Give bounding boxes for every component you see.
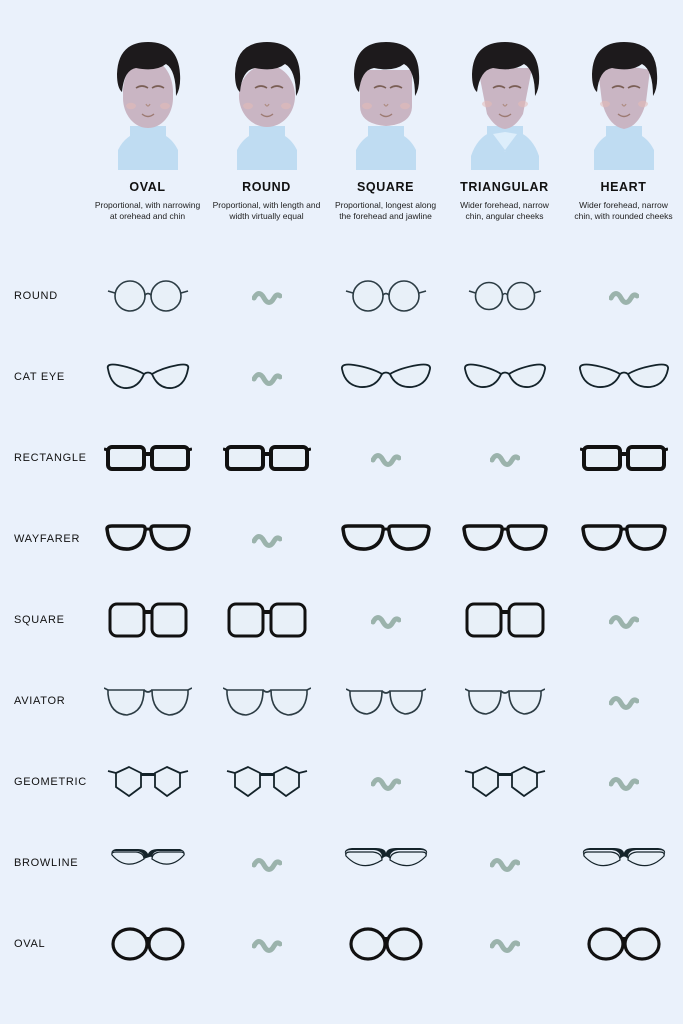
face-name-oval: OVAL [129, 180, 166, 194]
table-row [0, 822, 683, 903]
frame-matrix [0, 255, 683, 984]
face-desc-round: Proportional, with length and width virtually equal [212, 200, 321, 222]
face-header-row [88, 30, 683, 223]
table-row [0, 417, 683, 498]
cell-cateye-heart [564, 336, 683, 417]
cell-browline-triangular [445, 822, 564, 903]
frame-label-aviator: AVIATOR [14, 694, 66, 707]
cell-round-oval [88, 255, 207, 336]
frame-label-cat-eye: CAT EYE [14, 370, 65, 383]
face-name-square: SQUARE [356, 180, 415, 194]
cell-square-square [326, 579, 445, 660]
face-column-heart [564, 30, 683, 223]
cell-rectangle-square [326, 417, 445, 498]
frame-label-round: ROUND [14, 289, 58, 302]
cell-wayfarer-triangular [445, 498, 564, 579]
cell-oval-square [326, 903, 445, 984]
cell-round-square [326, 255, 445, 336]
face-desc-square: Proportional, longest along the forehead and jawline [334, 200, 437, 222]
face-desc-triangular: Wider forehead, narrow chin, angular cheeks [460, 200, 549, 222]
face-desc-oval: Proportional, with narrowing at orehead and chin [94, 200, 201, 222]
cell-oval-round [207, 903, 326, 984]
cell-geometric-triangular [445, 741, 564, 822]
face-illustration-triangular [457, 30, 553, 170]
cell-rectangle-oval [88, 417, 207, 498]
cell-browline-round [207, 822, 326, 903]
cell-cateye-square [326, 336, 445, 417]
face-name-heart: HEART [600, 180, 647, 194]
face-column-oval [88, 30, 207, 223]
table-row [0, 660, 683, 741]
table-row [0, 903, 683, 984]
cell-cateye-round [207, 336, 326, 417]
cell-browline-oval [88, 822, 207, 903]
table-row [0, 255, 683, 336]
cell-wayfarer-oval [88, 498, 207, 579]
frame-label-square: SQUARE [14, 613, 65, 626]
cell-aviator-heart [564, 660, 683, 741]
cell-cateye-oval [88, 336, 207, 417]
cell-wayfarer-heart [564, 498, 683, 579]
cell-aviator-square [326, 660, 445, 741]
cell-wayfarer-square [326, 498, 445, 579]
cell-geometric-oval [88, 741, 207, 822]
frame-label-browline: BROWLINE [14, 856, 79, 869]
cell-oval-triangular [445, 903, 564, 984]
cell-geometric-square [326, 741, 445, 822]
cell-geometric-round [207, 741, 326, 822]
face-desc-heart: Wider forehead, narrow chin, with rounded cheeks [574, 200, 673, 222]
cell-aviator-triangular [445, 660, 564, 741]
face-illustration-heart [576, 30, 672, 170]
table-row [0, 579, 683, 660]
cell-geometric-heart [564, 741, 683, 822]
cell-browline-square [326, 822, 445, 903]
face-illustration-round [219, 30, 315, 170]
cell-rectangle-round [207, 417, 326, 498]
face-column-triangular [445, 30, 564, 223]
cell-oval-heart [564, 903, 683, 984]
cell-square-triangular [445, 579, 564, 660]
cell-oval-oval [88, 903, 207, 984]
face-column-square [326, 30, 445, 223]
cell-aviator-oval [88, 660, 207, 741]
cell-browline-heart [564, 822, 683, 903]
cell-round-triangular [445, 255, 564, 336]
frame-label-rectangle: RECTANGLE [14, 451, 87, 464]
face-illustration-square [338, 30, 434, 170]
table-row [0, 336, 683, 417]
frame-label-oval: OVAL [14, 937, 46, 950]
cell-square-oval [88, 579, 207, 660]
face-name-round: ROUND [242, 180, 291, 194]
cell-round-round [207, 255, 326, 336]
cell-aviator-round [207, 660, 326, 741]
cell-round-heart [564, 255, 683, 336]
face-illustration-oval [100, 30, 196, 170]
cell-square-round [207, 579, 326, 660]
cell-rectangle-triangular [445, 417, 564, 498]
table-row [0, 498, 683, 579]
face-column-round [207, 30, 326, 223]
frame-label-geometric: GEOMETRIC [14, 775, 87, 788]
cell-rectangle-heart [564, 417, 683, 498]
table-row [0, 741, 683, 822]
cell-square-heart [564, 579, 683, 660]
face-name-triangular: TRIANGULAR [460, 180, 549, 194]
cell-cateye-triangular [445, 336, 564, 417]
cell-wayfarer-round [207, 498, 326, 579]
frame-label-wayfarer: WAYFARER [14, 532, 81, 545]
